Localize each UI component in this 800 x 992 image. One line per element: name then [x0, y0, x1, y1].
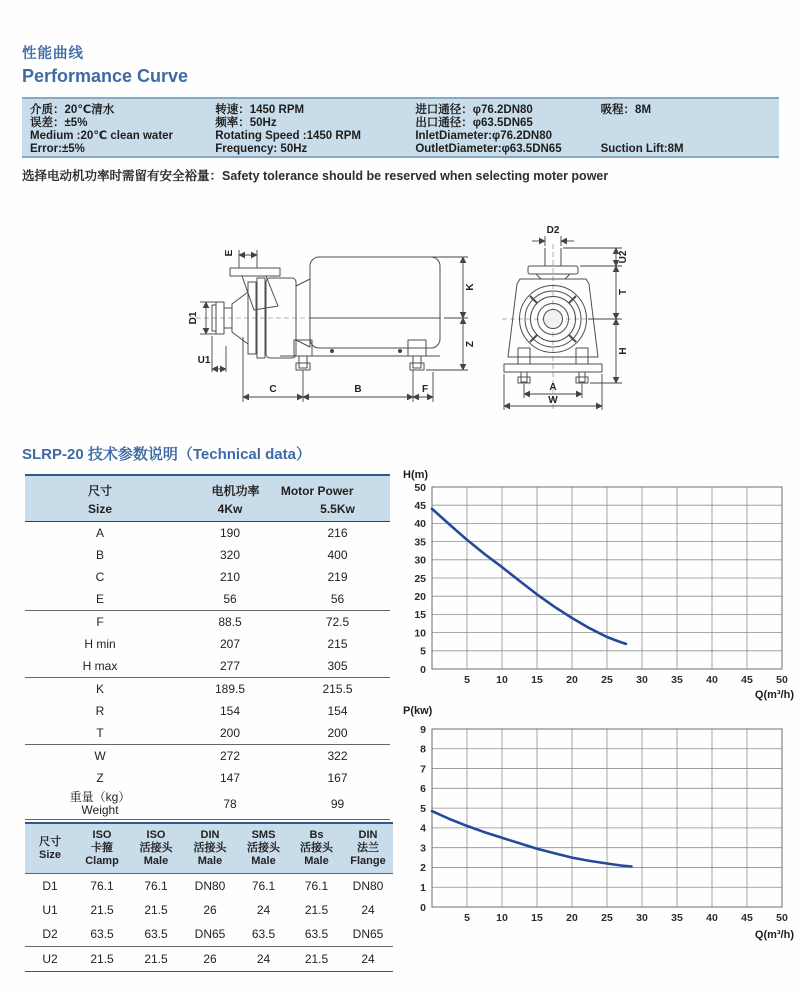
x-tick-label: 15 — [531, 674, 543, 686]
x-tick-label: 45 — [741, 912, 753, 924]
x-tick-label: 30 — [636, 912, 648, 924]
conn-row-label: U2 — [25, 947, 75, 972]
value-4kw: 277 — [175, 655, 285, 678]
info-line: 频率：50Hz — [215, 117, 277, 129]
y-tick-label: 20 — [414, 591, 426, 603]
y-tick-label: 15 — [414, 609, 426, 622]
chart-svg — [398, 466, 796, 702]
value-5-5kw: 56 — [285, 588, 390, 611]
x-tick-label: 10 — [496, 674, 508, 686]
value-4kw: 210 — [219, 570, 241, 584]
y-tick-label: 1 — [420, 882, 426, 895]
value-4kw: 200 — [175, 722, 285, 745]
conn-col-header: SMS 活接头 Male — [237, 823, 290, 874]
conn-col-header: 尺寸 Size — [25, 823, 75, 874]
page-header — [22, 42, 188, 87]
table-row — [25, 789, 390, 820]
x-tick-label: 25 — [601, 674, 613, 686]
pq-power-chart — [398, 702, 796, 947]
motor-power-cn: 电机功率 — [211, 483, 260, 498]
dim-label-Z: Z — [465, 340, 476, 348]
y-tick-label: 5 — [420, 645, 426, 658]
col-header-motor-power — [175, 475, 390, 500]
operating-conditions-band — [22, 97, 779, 158]
dim-label-T: T — [618, 288, 629, 296]
y-tick-label: 2 — [420, 862, 426, 875]
info-line: 出口通径：φ63.5DN65 — [415, 117, 533, 129]
conn-value: 21.5 — [304, 903, 329, 917]
value-4kw: 207 — [219, 637, 241, 651]
conn-row-label: D2 — [25, 922, 75, 947]
table-row — [25, 544, 390, 566]
value-5-5kw: 215 — [327, 637, 348, 651]
performance-curve — [432, 509, 626, 644]
info-column — [415, 104, 600, 155]
y-tick-label: 4 — [420, 822, 426, 835]
table-row — [25, 947, 393, 972]
dim-label-A: A — [549, 382, 557, 393]
x-tick-label: 15 — [531, 912, 543, 924]
conn-value: 21.5 — [75, 947, 129, 972]
conn-value: DN80 — [194, 879, 226, 893]
info-line: 转速：1450 RPM — [215, 104, 305, 116]
y-tick-label: 30 — [414, 554, 426, 567]
table-row — [25, 767, 390, 789]
conn-value: 24 — [361, 903, 375, 917]
conn-value: 21.5 — [129, 947, 183, 972]
value-4kw: 320 — [219, 548, 241, 562]
dim-label-E: E — [224, 249, 235, 257]
dim-label-U1: U1 — [197, 355, 211, 366]
value-4kw: 56 — [175, 588, 285, 611]
conn-value: 21.5 — [290, 947, 343, 972]
value-5-5kw: 400 — [327, 548, 348, 562]
table-row — [25, 922, 393, 947]
value-4kw: 147 — [219, 771, 241, 785]
info-line: 误差：±5% — [30, 117, 88, 129]
table-row — [25, 898, 393, 922]
y-tick-label: 9 — [420, 723, 426, 736]
x-tick-label: 30 — [636, 674, 648, 686]
value-4kw: 88.5 — [218, 615, 242, 629]
x-tick-label: 20 — [566, 912, 578, 924]
info-column — [215, 104, 415, 155]
value-5-5kw: 219 — [327, 570, 348, 584]
conn-value: DN65 — [183, 922, 237, 947]
conn-value: 63.5 — [129, 922, 183, 947]
y-tick-label: 3 — [420, 842, 426, 855]
value-4kw: 189.5 — [214, 682, 246, 696]
conn-col-header: ISO 活接头 Male — [129, 823, 183, 874]
x-tick-label: 40 — [706, 912, 718, 924]
info-line: Suction Lift:8M — [600, 143, 684, 155]
value-5-5kw: 322 — [327, 749, 348, 763]
y-tick-label: 8 — [420, 743, 426, 756]
value-5-5kw: 200 — [285, 722, 390, 745]
dim-label: H max — [25, 655, 175, 678]
value-4kw: 78 — [175, 789, 285, 820]
value-5-5kw: 216 — [327, 526, 348, 540]
conn-value: 76.1 — [90, 879, 114, 893]
dim-label: A — [95, 526, 104, 540]
page-title-cn: 性能曲线 — [22, 46, 84, 62]
dim-label: E — [25, 588, 175, 611]
performance-curve — [432, 811, 632, 866]
dim-label-K: K — [465, 283, 476, 291]
y-tick-label: 7 — [420, 763, 426, 776]
y-tick-label: 0 — [420, 901, 426, 914]
y-tick-label: 45 — [414, 500, 426, 512]
dim-label-B: B — [354, 384, 362, 395]
table-row — [25, 588, 390, 611]
y-tick-label: 40 — [414, 518, 426, 531]
dim-label-U2: U2 — [618, 250, 629, 264]
dim-label: C — [95, 570, 105, 584]
conn-value: 26 — [203, 903, 217, 917]
table-row — [25, 745, 390, 768]
x-tick-label: 5 — [464, 912, 470, 924]
dim-label-H: H — [618, 347, 629, 355]
conn-value: 21.5 — [144, 903, 168, 917]
table-row — [25, 678, 390, 701]
dim-label-D1: D1 — [188, 311, 199, 325]
technical-data-table — [25, 474, 390, 820]
dim-label: W — [94, 749, 106, 763]
conn-row-label: D1 — [42, 879, 58, 893]
info-line: Medium :20℃ clean water — [30, 130, 174, 142]
x-tick-label: 50 — [776, 674, 788, 686]
y-tick-label: 10 — [414, 627, 426, 640]
table-row — [25, 566, 390, 588]
y-tick-label: 50 — [414, 481, 426, 494]
safety-note: 选择电动机功率时需留有安全裕量：Safety tolerance should be reserved when selecting moter power — [22, 169, 609, 183]
pump-side-view — [212, 257, 440, 370]
value-5-5kw: 167 — [327, 771, 348, 785]
x-tick-label: 50 — [776, 912, 788, 924]
conn-value: 24 — [256, 903, 271, 917]
x-tick-label: 25 — [601, 912, 613, 924]
conn-row-label: U1 — [42, 903, 58, 917]
x-tick-label: 45 — [741, 674, 753, 686]
col-header-4kw: 4Kw — [175, 500, 285, 522]
conn-value: 24 — [237, 947, 290, 972]
conn-value: 24 — [343, 947, 393, 972]
info-line: OutletDiameter:φ63.5DN65 — [415, 143, 562, 155]
dim-label-C: C — [269, 384, 277, 395]
dim-label: H min — [84, 637, 116, 651]
conn-value: 76.1 — [304, 879, 329, 893]
value-5-5kw: 99 — [285, 789, 390, 820]
info-column — [30, 104, 215, 155]
info-column — [600, 104, 771, 155]
info-line: Rotating Speed :1450 RPM — [215, 130, 361, 142]
conn-value: 63.5 — [75, 922, 129, 947]
y-tick-label: 25 — [414, 572, 426, 585]
conn-value: 26 — [183, 947, 237, 972]
dim-label: B — [95, 548, 104, 562]
dim-label: Z — [96, 771, 104, 785]
conn-value: DN80 — [352, 879, 384, 893]
table-row — [25, 874, 393, 899]
conn-value: 63.5 — [290, 922, 343, 947]
motor-power-en: Motor Power — [280, 483, 354, 498]
side-view-dimensions — [197, 250, 468, 402]
x-tick-label: 35 — [671, 912, 683, 924]
front-view-dimensions — [504, 236, 622, 410]
connection-table — [25, 822, 393, 972]
info-line: 进口通径：φ76.2DN80 — [415, 104, 533, 116]
table-row — [25, 611, 390, 634]
section-title: SLRP-20 技术参数说明（Technical data） — [22, 446, 311, 463]
conn-col-header: DIN 活接头 Male — [183, 823, 237, 874]
dim-label: F — [96, 615, 104, 629]
x-tick-label: 40 — [706, 674, 718, 686]
info-line: Frequency: 50Hz — [215, 143, 308, 155]
dim-label: T — [25, 722, 175, 745]
dim-label: 重量（kg） Weight — [25, 789, 175, 820]
value-4kw: 272 — [219, 749, 241, 763]
col-header-5-5kw: 5.5Kw — [285, 500, 390, 522]
dim-label: R — [95, 704, 105, 718]
table-row — [25, 655, 390, 678]
x-axis-label: Q(m³/h) — [754, 689, 794, 701]
dim-label: K — [95, 682, 104, 696]
table-row — [25, 722, 390, 745]
pump-dimension-drawing — [182, 222, 642, 422]
table-row — [25, 522, 390, 545]
y-tick-label: 5 — [420, 802, 426, 815]
info-line — [601, 130, 771, 143]
y-tick-label: 35 — [414, 536, 426, 549]
y-axis-label: H(m) — [403, 469, 429, 481]
info-line: 介质：20℃清水 — [30, 104, 115, 116]
value-5-5kw: 72.5 — [325, 615, 350, 629]
x-tick-label: 35 — [671, 674, 683, 686]
value-5-5kw: 215.5 — [322, 682, 353, 696]
dim-label-W: W — [548, 395, 558, 406]
dim-label-F: F — [421, 384, 429, 395]
x-tick-label: 5 — [464, 674, 470, 686]
conn-value: 21.5 — [90, 903, 114, 917]
info-line: 吸程：8M — [600, 104, 652, 116]
page-title-en: Performance Curve — [22, 66, 189, 86]
x-axis-label: Q(m³/h) — [754, 929, 794, 941]
chart-svg — [398, 702, 796, 942]
value-5-5kw: 154 — [327, 704, 348, 718]
value-4kw: 190 — [219, 526, 241, 540]
y-tick-label: 6 — [420, 783, 426, 796]
conn-col-header: Bs 活接头 Male — [290, 823, 343, 874]
x-tick-label: 20 — [566, 674, 578, 686]
y-tick-label: 0 — [420, 663, 426, 676]
conn-col-header: DIN 法兰 Flange — [343, 823, 393, 874]
conn-value: 76.1 — [144, 879, 168, 893]
col-header-size-en: Size — [25, 500, 175, 522]
conn-value: 76.1 — [251, 879, 276, 893]
dim-label-D2: D2 — [546, 225, 560, 236]
info-line — [601, 117, 771, 130]
conn-value: 63.5 — [237, 922, 290, 947]
value-5-5kw: 305 — [285, 655, 390, 678]
col-header-size-cn: 尺寸 — [25, 475, 175, 500]
hq-performance-chart — [398, 466, 796, 707]
y-axis-label: P(kw) — [403, 705, 433, 717]
conn-value: DN65 — [343, 922, 393, 947]
info-line: Error:±5% — [30, 143, 85, 155]
x-tick-label: 10 — [496, 912, 508, 924]
value-4kw: 154 — [219, 704, 241, 718]
table-row — [25, 633, 390, 655]
table-row — [25, 700, 390, 722]
info-line: InletDiameter:φ76.2DN80 — [415, 130, 553, 142]
conn-col-header: ISO 卡箍 Clamp — [75, 823, 129, 874]
